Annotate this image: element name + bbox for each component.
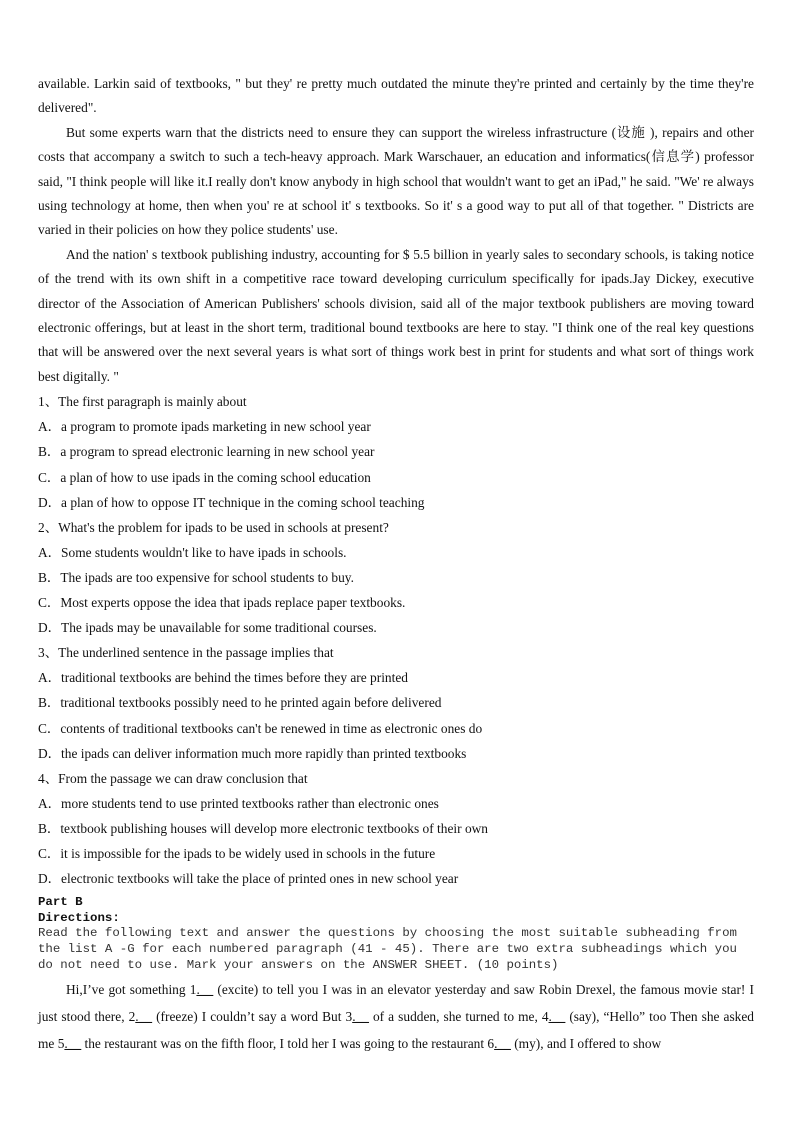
option-a[interactable]: A．a program to promote ipads marketing in new school year bbox=[38, 419, 371, 435]
cloze-text: the restaurant was on the fifth floor, I told her I was going to the restaurant 6 bbox=[81, 1035, 495, 1051]
option-b[interactable]: B．The ipads are too expensive for school students to buy. bbox=[38, 569, 354, 585]
cloze-text: of a sudden, she turned to me, 4 bbox=[368, 1008, 549, 1024]
blank-3[interactable]: .__ bbox=[352, 1008, 369, 1024]
option-d[interactable]: D．The ipads may be unavailable for some traditional courses. bbox=[38, 620, 377, 636]
question-3 bbox=[38, 640, 754, 765]
cloze-passage bbox=[38, 976, 754, 1057]
blank-1[interactable]: .__ bbox=[196, 981, 214, 997]
option-d[interactable]: D．electronic textbooks will take the place of printed ones in new school year bbox=[38, 871, 459, 887]
option-b[interactable]: B．traditional textbooks possibly need to he printed again before delivered bbox=[38, 695, 442, 711]
passage-paragraph-1: available. Larkin said of textbooks, " but they' re pretty much outdated the minute they're printed and certainly by the time they're delivered". bbox=[38, 76, 754, 116]
option-a[interactable]: A．more students tend to use printed textbooks rather than electronic ones bbox=[38, 795, 439, 811]
cloze-text: (freeze) I couldn’t say a word But 3 bbox=[152, 1008, 353, 1024]
option-d[interactable]: D．a plan of how to oppose IT technique in the coming school teaching bbox=[38, 494, 425, 510]
passage-paragraph-2: But some experts warn that the districts need to ensure they can support the wireless infrastructure (设施 ), repairs and other costs that accompany a switch to such a tech-heavy approach. Mark Warschauer, an education and informatics(信息学) professor said, "I think people will like it.I really don't know anybody in high school that wouldn't want to get an iPad," he said. "We' re always using technology at home, then when you' re at school it' s textbooks. So it' s a good way to put all of that together. " Districts are varied in their policies on how they police students' use. bbox=[38, 124, 754, 238]
option-a[interactable]: A．Some students wouldn't like to have ipads in schools. bbox=[38, 544, 347, 560]
passage-paragraph-3: And the nation' s textbook publishing industry, accounting for $ 5.5 billion in yearly sales to secondary schools, is taking notice of the trend with its own shift in a competitive race toward developing curriculum specifically for ipads.Jay Dickey, executive director of the Association of American Publishers' schools division, said all of the major textbook publishers are moving toward electronic offerings, but at least in the short term, traditional bound textbooks are here to stay. "I think one of the real key questions that will be answered over the next several years is what sort of things work best in print for students and what sort of things work best digitally. " bbox=[38, 246, 754, 384]
part-b-title: Part B bbox=[38, 895, 83, 910]
question-stem: 2、What's the problem for ipads to be used in schools at present? bbox=[38, 519, 389, 535]
part-b-section bbox=[38, 895, 754, 974]
option-c[interactable]: C．contents of traditional textbooks can't be renewed in time as electronic ones do bbox=[38, 720, 483, 736]
question-stem: 3、The underlined sentence in the passage implies that bbox=[38, 645, 334, 661]
option-c[interactable]: C．it is impossible for the ipads to be widely used in schools in the future bbox=[38, 845, 436, 861]
blank-5[interactable]: .__ bbox=[64, 1035, 82, 1051]
option-b[interactable]: B．a program to spread electronic learning in new school year bbox=[38, 444, 375, 460]
option-b[interactable]: B．textbook publishing houses will develop more electronic textbooks of their own bbox=[38, 820, 488, 836]
question-1 bbox=[38, 389, 754, 514]
directions-text: Read the following text and answer the questions by choosing the most suitable subheading from the list A -G for each numbered paragraph (41 - 45). There are two extra subheadings which you do not need to use. Mark your answers on the ANSWER SHEET. (10 points) bbox=[38, 926, 737, 972]
cloze-text: (my), and I offered to show bbox=[510, 1035, 662, 1051]
question-4 bbox=[38, 766, 754, 891]
question-stem: 1、The first paragraph is mainly about bbox=[38, 394, 247, 410]
option-d[interactable]: D．the ipads can deliver information much more rapidly than printed textbooks bbox=[38, 745, 467, 761]
question-stem: 4、From the passage we can draw conclusion that bbox=[38, 770, 308, 786]
document-page bbox=[38, 72, 754, 1057]
blank-4[interactable]: .__ bbox=[548, 1008, 566, 1024]
option-a[interactable]: A．traditional textbooks are behind the times before they are printed bbox=[38, 670, 408, 686]
cloze-text: (excite) to tell you I was in an elevator yesterday and saw Robin Drexel, the famous movie star! I just stood there, 2 bbox=[38, 981, 755, 1024]
option-c[interactable]: C．a plan of how to use ipads in the coming school education bbox=[38, 469, 371, 485]
cloze-text: Hi,I’ve got something 1 bbox=[66, 981, 197, 997]
directions-label: Directions: bbox=[38, 910, 120, 925]
option-c[interactable]: C．Most experts oppose the idea that ipads replace paper textbooks. bbox=[38, 595, 406, 611]
question-2 bbox=[38, 515, 754, 640]
blank-2[interactable]: .__ bbox=[135, 1008, 153, 1024]
cloze-text: (say), “Hello” too Then she asked me 5 bbox=[38, 1008, 754, 1051]
blank-6[interactable]: .__ bbox=[494, 1035, 511, 1051]
